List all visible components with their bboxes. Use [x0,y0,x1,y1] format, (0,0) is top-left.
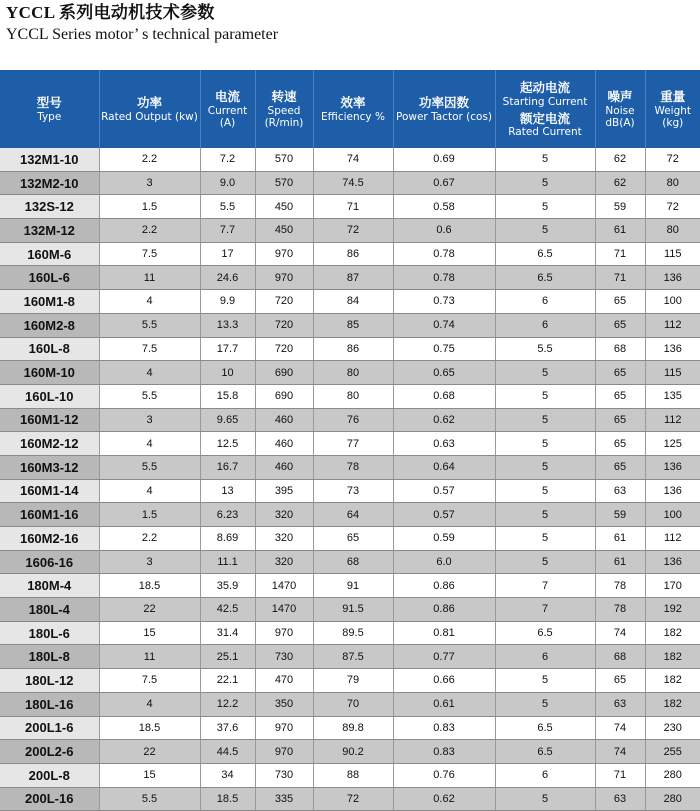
cell-noise: 68 [595,645,645,669]
cell-efficiency: 70 [313,692,393,716]
table-row [0,432,700,456]
cell-speed: 1470 [255,574,313,598]
cell-starting-current-ratio: 6.5 [495,242,595,266]
cell-speed: 970 [255,740,313,764]
cell-efficiency: 86 [313,337,393,361]
cell-efficiency: 72 [313,787,393,811]
cell-efficiency: 91.5 [313,598,393,622]
cell-efficiency: 86 [313,242,393,266]
cell-speed: 320 [255,503,313,527]
cell-efficiency: 87 [313,266,393,290]
cell-current: 31.4 [200,621,255,645]
cell-efficiency: 73 [313,479,393,503]
cell-weight: 115 [645,242,700,266]
table-row [0,503,700,527]
cell-power-factor: 0.83 [393,740,495,764]
cell-rated-output: 4 [99,361,200,385]
header-weight: 重量 Weight (kg) [645,70,700,148]
cell-rated-output: 4 [99,479,200,503]
cell-noise: 65 [595,669,645,693]
cell-speed: 335 [255,787,313,811]
table-row [0,645,700,669]
cell-speed: 730 [255,763,313,787]
cell-power-factor: 0.61 [393,692,495,716]
table-row [0,171,700,195]
cell-speed: 970 [255,716,313,740]
cell-current: 24.6 [200,266,255,290]
cell-rated-output: 2.2 [99,148,200,171]
cell-power-factor: 0.64 [393,455,495,479]
table-row [0,787,700,811]
cell-type: 160M1-16 [0,503,99,527]
cell-rated-output: 15 [99,763,200,787]
cell-weight: 72 [645,148,700,171]
cell-weight: 112 [645,408,700,432]
cell-noise: 65 [595,384,645,408]
header-efficiency: 效率 Efficiency % [313,70,393,148]
cell-current: 9.9 [200,290,255,314]
cell-power-factor: 0.69 [393,148,495,171]
cell-rated-output: 15 [99,621,200,645]
cell-noise: 65 [595,313,645,337]
cell-type: 180L-16 [0,692,99,716]
table-row [0,574,700,598]
table-row [0,621,700,645]
header-speed: 转速 Speed (R/min) [255,70,313,148]
table-row [0,266,700,290]
cell-efficiency: 88 [313,763,393,787]
table-row [0,337,700,361]
table-row [0,361,700,385]
cell-type: 180L-12 [0,669,99,693]
cell-noise: 65 [595,455,645,479]
cell-power-factor: 0.67 [393,171,495,195]
cell-current: 12.5 [200,432,255,456]
header-starting-current-ratio: 起动电流 Starting Current 额定电流 Rated Current [495,70,595,148]
cell-efficiency: 84 [313,290,393,314]
cell-current: 9.0 [200,171,255,195]
cell-current: 7.7 [200,219,255,243]
cell-speed: 730 [255,645,313,669]
cell-rated-output: 2.2 [99,219,200,243]
cell-speed: 460 [255,455,313,479]
cell-starting-current-ratio: 5 [495,787,595,811]
cell-power-factor: 0.78 [393,242,495,266]
cell-type: 160M2-8 [0,313,99,337]
cell-type: 180L-8 [0,645,99,669]
cell-weight: 230 [645,716,700,740]
table-row [0,740,700,764]
cell-current: 22.1 [200,669,255,693]
table-row [0,290,700,314]
cell-current: 25.1 [200,645,255,669]
cell-type: 200L2-6 [0,740,99,764]
cell-weight: 182 [645,692,700,716]
cell-current: 35.9 [200,574,255,598]
cell-weight: 136 [645,550,700,574]
cell-type: 180L-6 [0,621,99,645]
cell-rated-output: 1.5 [99,195,200,219]
cell-noise: 63 [595,692,645,716]
cell-power-factor: 0.77 [393,645,495,669]
cell-type: 200L1-6 [0,716,99,740]
cell-current: 17.7 [200,337,255,361]
cell-rated-output: 4 [99,692,200,716]
cell-starting-current-ratio: 5 [495,692,595,716]
cell-noise: 65 [595,361,645,385]
cell-rated-output: 3 [99,171,200,195]
cell-current: 44.5 [200,740,255,764]
motor-parameter-table [0,70,700,811]
cell-speed: 1470 [255,598,313,622]
cell-starting-current-ratio: 5 [495,148,595,171]
cell-current: 9.65 [200,408,255,432]
cell-power-factor: 0.65 [393,361,495,385]
cell-weight: 80 [645,219,700,243]
cell-type: 160M2-12 [0,432,99,456]
cell-type: 160M3-12 [0,455,99,479]
cell-rated-output: 18.5 [99,574,200,598]
cell-type: 160M1-8 [0,290,99,314]
header-rated-output: 功率 Rated Output (kw) [99,70,200,148]
table-row [0,313,700,337]
cell-efficiency: 85 [313,313,393,337]
title-block [6,0,278,45]
cell-speed: 690 [255,361,313,385]
cell-noise: 61 [595,550,645,574]
cell-starting-current-ratio: 5 [495,432,595,456]
cell-power-factor: 0.59 [393,527,495,551]
cell-weight: 100 [645,503,700,527]
cell-starting-current-ratio: 5 [495,479,595,503]
cell-starting-current-ratio: 6 [495,645,595,669]
cell-noise: 74 [595,621,645,645]
cell-noise: 71 [595,266,645,290]
table-row [0,479,700,503]
cell-efficiency: 90.2 [313,740,393,764]
cell-power-factor: 0.57 [393,503,495,527]
cell-type: 180L-4 [0,598,99,622]
cell-noise: 62 [595,171,645,195]
cell-noise: 61 [595,219,645,243]
cell-weight: 112 [645,313,700,337]
cell-type: 160M1-12 [0,408,99,432]
cell-current: 12.2 [200,692,255,716]
cell-starting-current-ratio: 5 [495,669,595,693]
table-row [0,692,700,716]
cell-speed: 395 [255,479,313,503]
cell-current: 10 [200,361,255,385]
cell-type: 200L-8 [0,763,99,787]
cell-speed: 350 [255,692,313,716]
cell-noise: 62 [595,148,645,171]
cell-speed: 450 [255,195,313,219]
table-row [0,242,700,266]
cell-power-factor: 0.86 [393,574,495,598]
cell-power-factor: 0.74 [393,313,495,337]
cell-rated-output: 5.5 [99,384,200,408]
cell-efficiency: 91 [313,574,393,598]
cell-weight: 100 [645,290,700,314]
cell-efficiency: 89.8 [313,716,393,740]
cell-efficiency: 65 [313,527,393,551]
table-row [0,598,700,622]
cell-efficiency: 77 [313,432,393,456]
table-header-row [0,70,700,148]
cell-rated-output: 11 [99,645,200,669]
cell-type: 132M2-10 [0,171,99,195]
cell-starting-current-ratio: 5 [495,361,595,385]
cell-noise: 61 [595,527,645,551]
cell-power-factor: 0.68 [393,384,495,408]
cell-weight: 192 [645,598,700,622]
cell-current: 15.8 [200,384,255,408]
cell-noise: 71 [595,242,645,266]
cell-weight: 182 [645,621,700,645]
cell-speed: 570 [255,171,313,195]
cell-efficiency: 76 [313,408,393,432]
cell-speed: 970 [255,242,313,266]
cell-starting-current-ratio: 5 [495,503,595,527]
cell-rated-output: 5.5 [99,455,200,479]
cell-power-factor: 0.81 [393,621,495,645]
cell-weight: 125 [645,432,700,456]
cell-noise: 63 [595,787,645,811]
cell-weight: 170 [645,574,700,598]
cell-rated-output: 22 [99,598,200,622]
cell-noise: 65 [595,408,645,432]
cell-rated-output: 7.5 [99,337,200,361]
cell-current: 13.3 [200,313,255,337]
cell-power-factor: 0.73 [393,290,495,314]
cell-rated-output: 7.5 [99,669,200,693]
title-english: YCCL Series motor’ s technical parameter [6,26,279,43]
table-row [0,669,700,693]
table-row [0,527,700,551]
cell-type: 180M-4 [0,574,99,598]
cell-rated-output: 2.2 [99,527,200,551]
cell-weight: 182 [645,645,700,669]
cell-starting-current-ratio: 6 [495,290,595,314]
cell-speed: 320 [255,527,313,551]
cell-power-factor: 0.76 [393,763,495,787]
cell-type: 1606-16 [0,550,99,574]
cell-starting-current-ratio: 5.5 [495,337,595,361]
cell-current: 16.7 [200,455,255,479]
cell-weight: 136 [645,266,700,290]
cell-efficiency: 74.5 [313,171,393,195]
title-chinese: YCCL 系列电动机技术参数 [6,3,215,22]
cell-speed: 970 [255,266,313,290]
cell-noise: 59 [595,195,645,219]
cell-type: 132M1-10 [0,148,99,171]
cell-starting-current-ratio: 6 [495,313,595,337]
cell-starting-current-ratio: 5 [495,550,595,574]
cell-efficiency: 80 [313,384,393,408]
cell-power-factor: 6.0 [393,550,495,574]
cell-power-factor: 0.63 [393,432,495,456]
table-row [0,195,700,219]
cell-type: 200L-16 [0,787,99,811]
cell-current: 8.69 [200,527,255,551]
cell-efficiency: 74 [313,148,393,171]
cell-current: 11.1 [200,550,255,574]
cell-speed: 570 [255,148,313,171]
cell-current: 7.2 [200,148,255,171]
cell-starting-current-ratio: 5 [495,171,595,195]
cell-rated-output: 5.5 [99,787,200,811]
cell-starting-current-ratio: 6.5 [495,266,595,290]
cell-rated-output: 3 [99,550,200,574]
cell-rated-output: 1.5 [99,503,200,527]
cell-power-factor: 0.6 [393,219,495,243]
cell-weight: 136 [645,479,700,503]
cell-current: 6.23 [200,503,255,527]
cell-current: 42.5 [200,598,255,622]
cell-weight: 136 [645,337,700,361]
header-type: 型号 Type [0,70,99,148]
table-row [0,384,700,408]
cell-power-factor: 0.66 [393,669,495,693]
cell-type: 160M2-16 [0,527,99,551]
cell-starting-current-ratio: 6.5 [495,740,595,764]
cell-rated-output: 11 [99,266,200,290]
cell-starting-current-ratio: 6 [495,763,595,787]
cell-power-factor: 0.78 [393,266,495,290]
cell-noise: 65 [595,432,645,456]
cell-weight: 72 [645,195,700,219]
cell-noise: 74 [595,740,645,764]
cell-speed: 450 [255,219,313,243]
cell-type: 160M-6 [0,242,99,266]
cell-weight: 182 [645,669,700,693]
cell-power-factor: 0.83 [393,716,495,740]
cell-power-factor: 0.57 [393,479,495,503]
table-row [0,455,700,479]
cell-current: 17 [200,242,255,266]
cell-speed: 320 [255,550,313,574]
cell-efficiency: 80 [313,361,393,385]
cell-rated-output: 4 [99,432,200,456]
cell-type: 160L-10 [0,384,99,408]
cell-weight: 112 [645,527,700,551]
cell-starting-current-ratio: 7 [495,574,595,598]
cell-speed: 690 [255,384,313,408]
cell-type: 132M-12 [0,219,99,243]
cell-starting-current-ratio: 6.5 [495,716,595,740]
cell-speed: 720 [255,313,313,337]
cell-starting-current-ratio: 5 [495,219,595,243]
cell-current: 18.5 [200,787,255,811]
cell-noise: 71 [595,763,645,787]
cell-starting-current-ratio: 5 [495,384,595,408]
cell-starting-current-ratio: 5 [495,408,595,432]
cell-speed: 720 [255,290,313,314]
cell-weight: 135 [645,384,700,408]
cell-efficiency: 87.5 [313,645,393,669]
cell-starting-current-ratio: 6.5 [495,621,595,645]
header-power-factor: 功率因数 Power Tactor (cos) [393,70,495,148]
cell-starting-current-ratio: 5 [495,527,595,551]
cell-weight: 136 [645,455,700,479]
cell-weight: 115 [645,361,700,385]
header-current: 电流 Current (A) [200,70,255,148]
cell-type: 132S-12 [0,195,99,219]
cell-rated-output: 3 [99,408,200,432]
cell-rated-output: 7.5 [99,242,200,266]
cell-weight: 80 [645,171,700,195]
cell-current: 13 [200,479,255,503]
cell-noise: 65 [595,290,645,314]
cell-noise: 78 [595,574,645,598]
cell-noise: 63 [595,479,645,503]
cell-efficiency: 68 [313,550,393,574]
cell-power-factor: 0.58 [393,195,495,219]
table-row [0,550,700,574]
cell-power-factor: 0.75 [393,337,495,361]
cell-rated-output: 5.5 [99,313,200,337]
cell-noise: 59 [595,503,645,527]
cell-weight: 280 [645,787,700,811]
cell-speed: 970 [255,621,313,645]
cell-rated-output: 4 [99,290,200,314]
cell-power-factor: 0.86 [393,598,495,622]
cell-efficiency: 79 [313,669,393,693]
cell-type: 160M-10 [0,361,99,385]
cell-speed: 460 [255,408,313,432]
cell-weight: 280 [645,763,700,787]
cell-type: 160M1-14 [0,479,99,503]
cell-power-factor: 0.62 [393,408,495,432]
table-row [0,219,700,243]
cell-efficiency: 89.5 [313,621,393,645]
table-row [0,148,700,171]
cell-starting-current-ratio: 7 [495,598,595,622]
cell-speed: 470 [255,669,313,693]
cell-rated-output: 22 [99,740,200,764]
cell-power-factor: 0.62 [393,787,495,811]
cell-efficiency: 78 [313,455,393,479]
header-noise: 噪声 Noise dB(A) [595,70,645,148]
table-body [0,148,700,811]
cell-speed: 460 [255,432,313,456]
cell-type: 160L-8 [0,337,99,361]
cell-efficiency: 72 [313,219,393,243]
cell-rated-output: 18.5 [99,716,200,740]
cell-noise: 74 [595,716,645,740]
cell-speed: 720 [255,337,313,361]
cell-current: 37.6 [200,716,255,740]
cell-efficiency: 64 [313,503,393,527]
cell-current: 5.5 [200,195,255,219]
cell-noise: 68 [595,337,645,361]
table-row [0,408,700,432]
cell-noise: 78 [595,598,645,622]
cell-weight: 255 [645,740,700,764]
cell-type: 160L-6 [0,266,99,290]
cell-current: 34 [200,763,255,787]
cell-starting-current-ratio: 5 [495,455,595,479]
table-row [0,716,700,740]
table-row [0,763,700,787]
cell-efficiency: 71 [313,195,393,219]
cell-starting-current-ratio: 5 [495,195,595,219]
